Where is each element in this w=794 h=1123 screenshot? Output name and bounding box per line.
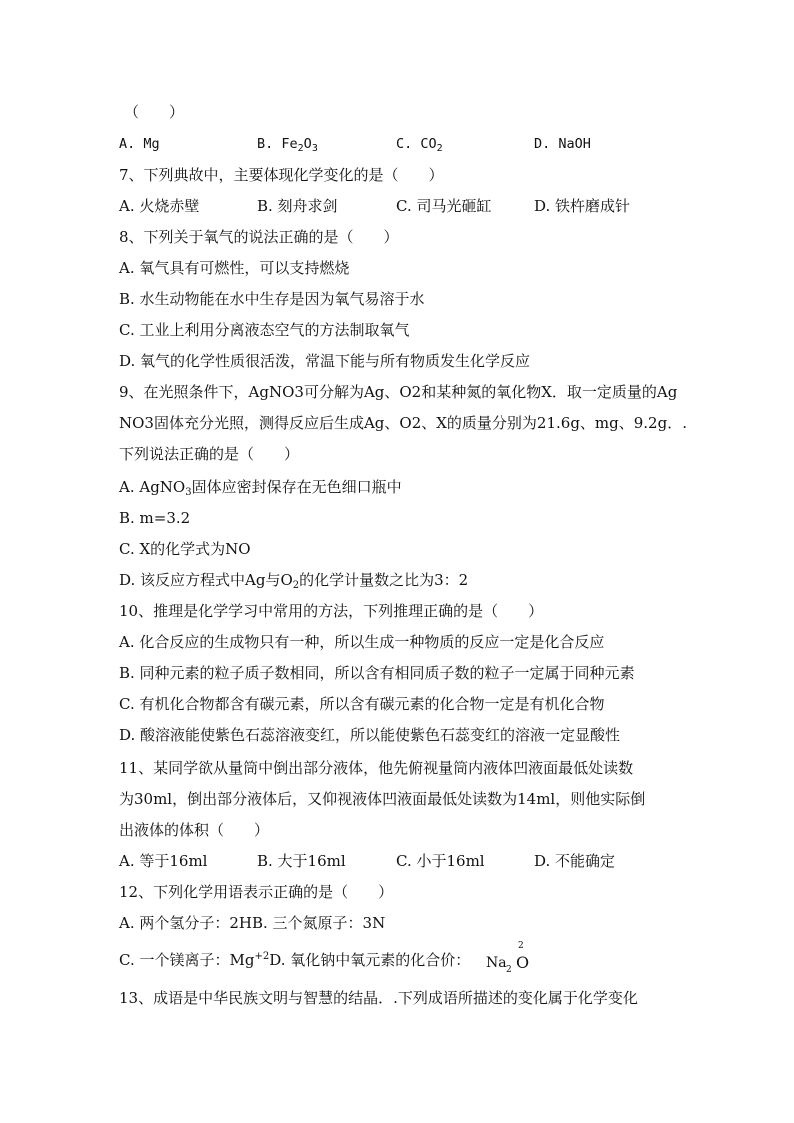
q12-options-ab: A. 两个氢分子：2HB. 三个氮原子：3N: [119, 914, 386, 932]
formula-valence: 2: [518, 941, 524, 951]
q6-option-b: B. $Fe_2O_3$: [257, 136, 318, 154]
q6-option-a: A. Mg: [119, 136, 160, 152]
question-11-line-1: 11、某同学欲从量筒中倒出部分液体，他先俯视量筒内液体凹液面最低处读数: [119, 759, 634, 777]
question-13: 13、成语是中华民族文明与智慧的结晶．.下列成语所描述的变化属于化学变化: [119, 989, 638, 1007]
q11-option-c: C. 小于16ml: [396, 852, 485, 870]
sodium-oxide-valence-formula: [486, 941, 536, 975]
question-10: 10、推理是化学学习中常用的方法，下列推理正确的是（ ）: [119, 602, 544, 620]
q11-option-a: A. 等于16ml: [119, 852, 208, 870]
q10-option-c: C. 有机化合物都含有碳元素，所以含有碳元素的化合物一定是有机化合物: [119, 695, 605, 713]
q8-option-c: C. 工业上利用分离液态空气的方法制取氧气: [119, 321, 410, 339]
q8-option-a: A. 氧气具有可燃性，可以支持燃烧: [119, 259, 350, 277]
formula-subscript: 2: [506, 965, 512, 975]
q12-options-cd: C. 一个镁离子：$Mg^{+2}D$. 氧化钠中氧元素的化合价：: [119, 951, 471, 969]
q6-option-c: C. $CO_2$: [396, 136, 443, 154]
q7-option-a: A. 火烧赤壁: [119, 197, 200, 215]
question-12: 12、下列化学用语表示正确的是（ ）: [119, 883, 394, 901]
q10-option-d: D. 酸溶液能使紫色石蕊溶液变红，所以能使紫色石蕊变红的溶液一定显酸性: [119, 726, 621, 744]
q11-option-b: B. 大于16ml: [257, 852, 346, 870]
question-9-line-1: 9、在光照条件下，AgNO3可分解为Ag、O2和某种氮的氧化物X．取一定质量的Ag: [119, 383, 678, 401]
q10-option-a: A. 化合反应的生成物只有一种，所以生成一种物质的反应一定是化合反应: [119, 633, 605, 651]
question-8: 8、下列关于氧气的说法正确的是（ ）: [119, 228, 399, 246]
q9-option-a: A. AgNO$_3$固体应密封保存在无色细口瓶中: [119, 478, 402, 498]
q9-option-b: B. m=3.2: [119, 509, 191, 527]
question-9-line-2: NO3固体充分光照，测得反应后生成Ag、O2、X的质量分别为21.6g、mg、9.2g．.: [119, 414, 687, 432]
q9-option-d: D. 该反应方程式中Ag与$O_2$的化学计量数之比为3：2: [119, 571, 469, 591]
q8-option-d: D. 氧气的化学性质很活泼，常温下能与所有物质发生化学反应: [119, 352, 531, 370]
question-7: 7、下列典故中，主要体现化学变化的是（ ）: [119, 166, 444, 184]
q9-option-c: C. X的化学式为NO: [119, 540, 251, 558]
q7-option-b: B. 刻舟求剑: [257, 197, 338, 215]
q11-option-d: D. 不能确定: [534, 852, 616, 870]
q6-option-d: D. NaOH: [534, 136, 591, 152]
formula-na: Na: [486, 955, 507, 971]
answer-paren: （ ）: [124, 103, 185, 121]
question-11-line-2: 为30ml，倒出部分液体后，又仰视液体凹液面最低处读数为14ml，则他实际倒: [119, 790, 646, 808]
q10-option-b: B. 同种元素的粒子质子数相同，所以含有相同质子数的粒子一定属于同种元素: [119, 664, 635, 682]
question-9-line-3: 下列说法正确的是（ ）: [119, 445, 300, 463]
formula-o: O: [516, 953, 530, 972]
question-11-line-3: 出液体的体积（ ）: [119, 821, 270, 839]
q7-option-d: D. 铁杵磨成针: [534, 197, 631, 215]
q7-option-c: C. 司马光砸缸: [396, 197, 492, 215]
q8-option-b: B. 水生动物能在水中生存是因为氧气易溶于水: [119, 290, 425, 308]
